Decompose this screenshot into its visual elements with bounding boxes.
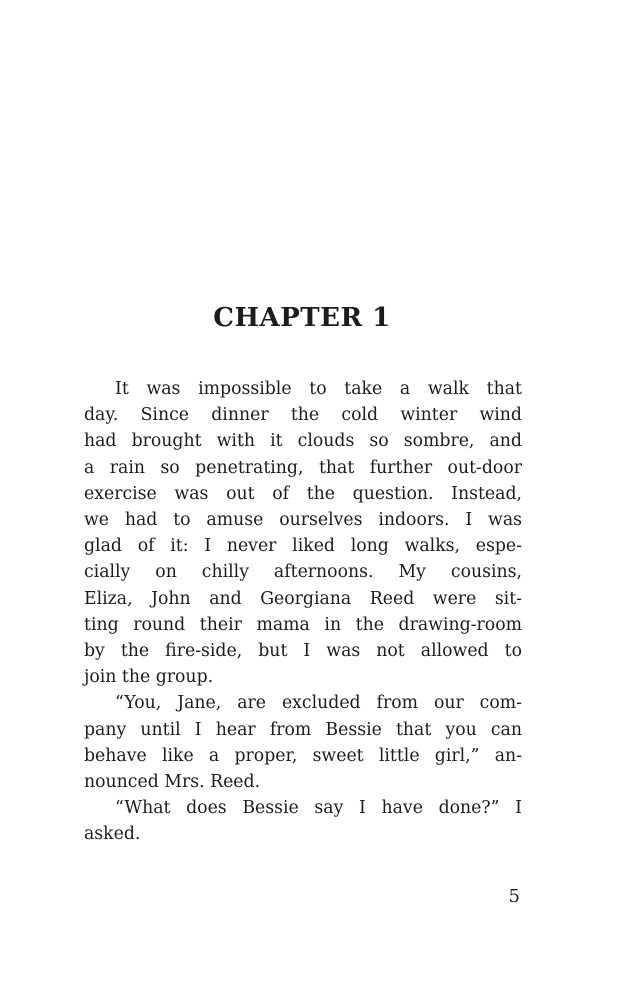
text-line: we had to amuse ourselves indoors. I was [84,510,522,531]
text-line: exercise was out of the question. Instead, [84,483,522,504]
text-line: behave like a proper, sweet little girl,” an- [84,745,522,766]
text-line: join the group. [84,667,214,688]
text-line: Eliza, John and Georgiana Reed were sit- [84,588,522,609]
text-line: ting round their mama in the drawing-room [84,614,522,635]
chapter-title: CHAPTER 1 [213,303,391,333]
text-line: a rain so penetrating, that further out-door [84,457,522,478]
text-line: glad of it: I never liked long walks, espe- [84,536,522,557]
text-line: nounced Mrs. Reed. [84,772,261,793]
text-line: pany until I hear from Bessie that you can [84,719,522,740]
chapter-body [84,376,522,848]
text-line: “What does Bessie say I have done?” I [115,798,522,819]
text-line: cially on chilly afternoons. My cousins, [84,562,522,583]
text-line: asked. [84,824,141,845]
text-line: had brought with it clouds so sombre, and [84,431,522,452]
text-line: day. Since dinner the cold winter wind [84,405,522,426]
text-line: “You, Jane, are excluded from our com- [115,693,522,714]
text-line: It was impossible to take a walk that [115,379,522,399]
text-line: by the fire-side, but I was not allowed to [84,641,522,662]
page-number: 5 [508,886,520,907]
